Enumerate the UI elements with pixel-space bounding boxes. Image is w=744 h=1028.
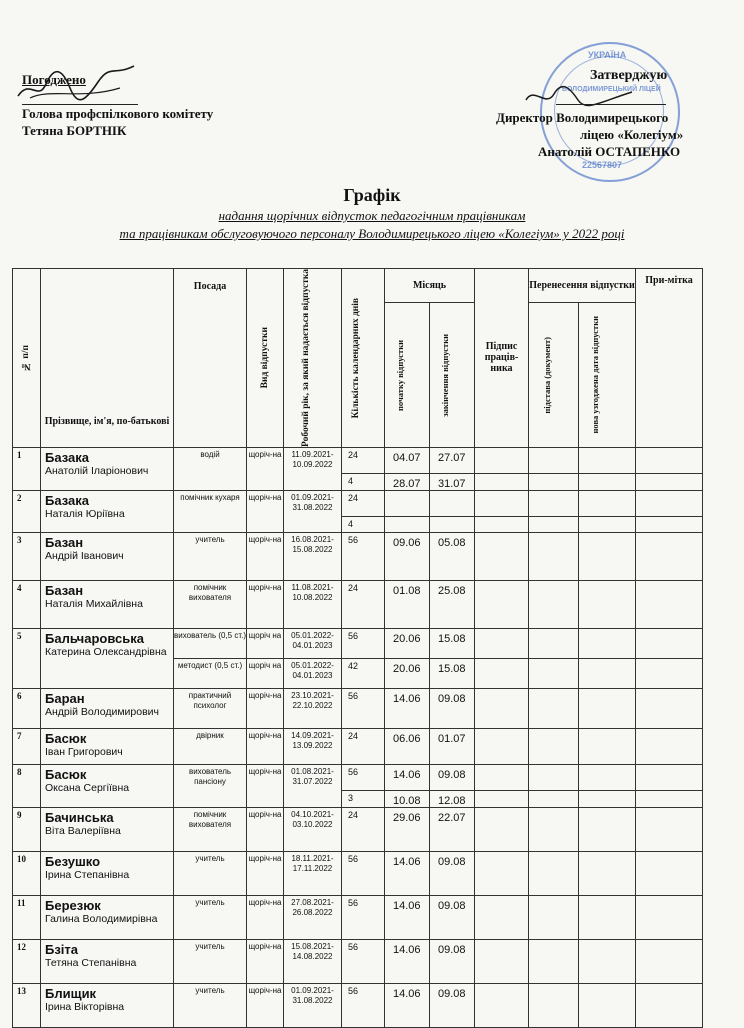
calendar-days: 24 [342,490,385,516]
header-end: закінчення відпустки [430,303,475,448]
calendar-days: 24 [342,580,385,628]
header-position: Посада [174,269,247,448]
transfer-basis-cell [529,473,579,490]
employee-given-names: Оксана Сергіївна [45,781,130,794]
leave-end [430,516,475,532]
work-year: 05.01.2022-04.01.2023 [284,658,342,688]
transfer-new-date-cell [579,939,636,983]
leave-start: 20.06 [385,628,430,658]
employee-surname: Базан [45,582,84,598]
calendar-days: 24 [342,728,385,764]
transfer-new-date-cell [579,447,636,473]
leave-start: 01.08 [385,580,430,628]
calendar-days: 3 [342,790,385,807]
leave-type: щоріч-на [247,728,284,764]
transfer-basis-cell [529,983,579,1027]
employee-given-names: Віта Валеріївна [45,824,121,837]
header-note: При-мітка [636,269,703,448]
leave-start: 06.06 [385,728,430,764]
employee-given-names: Андрій Володимирович [45,705,160,718]
approver-right-org: ліцею «Колегіум» [580,127,684,142]
header-start: початку відпустки [385,303,430,448]
work-year: 23.10.2021-22.10.2022 [284,688,342,728]
row-number: 3 [13,532,41,580]
signature-cell [475,688,529,728]
table-row [13,490,703,516]
calendar-days: 4 [342,473,385,490]
row-number: 12 [13,939,41,983]
note-cell [636,983,703,1027]
employee-position: вихователь пансіону [174,764,247,807]
note-cell [636,895,703,939]
employee-name [41,628,174,688]
employee-given-names: Наталія Юріївна [45,507,125,520]
approver-left-position: Голова профспілкового комітету [22,106,214,121]
leave-start: 14.06 [385,764,430,790]
note-cell [636,851,703,895]
employee-position: вихователь (0,5 ст.) [174,628,247,658]
transfer-basis-cell [529,790,579,807]
leave-type: щоріч-на [247,764,284,807]
employee-given-names: Ірина Вікторівна [45,1000,125,1013]
signature-cell [475,807,529,851]
leave-end: 22.07 [430,807,475,851]
employee-given-names: Ірина Степанівна [45,868,130,881]
transfer-basis-cell [529,895,579,939]
transfer-basis-cell [529,532,579,580]
leave-type: щоріч на [247,628,284,658]
leave-type: щоріч-на [247,580,284,628]
note-cell [636,516,703,532]
employee-name [41,447,174,490]
approval-title-left: Погоджено [22,72,86,87]
note-cell [636,939,703,983]
employee-position: практичний психолог [174,688,247,728]
employee-surname: Бальчаровська [45,630,144,646]
employee-surname: Басюк [45,766,87,782]
employee-given-names: Анатолій Іларіонович [45,464,149,477]
employee-surname: Баран [45,690,85,706]
calendar-days: 42 [342,658,385,688]
leave-type: щоріч-на [247,490,284,532]
transfer-basis-cell [529,688,579,728]
row-number: 11 [13,895,41,939]
leave-start: 20.06 [385,658,430,688]
leave-end: 09.08 [430,851,475,895]
calendar-days: 56 [342,983,385,1027]
work-year: 04.10.2021-03.10.2022 [284,807,342,851]
transfer-new-date-cell [579,473,636,490]
signature-cell [475,516,529,532]
employee-position: водій [174,447,247,490]
employee-position: помічник вихователя [174,807,247,851]
row-number: 4 [13,580,41,628]
approver-right-name: Анатолій ОСТАПЕНКО [538,144,681,159]
header-work-year: Робочий рік, за який надається відпустка [284,269,342,448]
calendar-days: 56 [342,628,385,658]
signature-cell [475,895,529,939]
signature-cell [475,447,529,473]
signature-cell [475,764,529,790]
employee-name [41,490,174,532]
work-year: 27.08.2021-26.08.2022 [284,895,342,939]
transfer-basis-cell [529,447,579,473]
employee-name [41,532,174,580]
leave-type: щоріч-на [247,532,284,580]
calendar-days: 24 [342,807,385,851]
note-cell [636,532,703,580]
employee-position: методист (0,5 ст.) [174,658,247,688]
leave-type: щоріч-на [247,688,284,728]
header-transfer: Перенесення відпустки [529,269,636,303]
employee-name [41,851,174,895]
header-days: Кількість календарних днів [342,269,385,448]
employee-given-names: Андрій Іванович [45,549,124,562]
employee-name [41,728,174,764]
transfer-basis-cell [529,490,579,516]
leave-end: 09.08 [430,983,475,1027]
transfer-basis-cell [529,628,579,658]
vacation-schedule-table [12,268,703,1028]
leave-end: 09.08 [430,764,475,790]
table-row [13,983,703,1027]
row-number: 5 [13,628,41,688]
work-year: 14.09.2021-13.09.2022 [284,728,342,764]
employee-name [41,895,174,939]
approver-left-name: Тетяна БОРТНІК [22,123,127,138]
row-number: 7 [13,728,41,764]
row-number: 2 [13,490,41,532]
employee-surname: Бачинська [45,809,114,825]
transfer-basis-cell [529,807,579,851]
employee-surname: Блищик [45,985,97,1001]
leave-end: 15.08 [430,628,475,658]
work-year: 11.08.2021-10.08.2022 [284,580,342,628]
transfer-basis-cell [529,580,579,628]
row-number: 10 [13,851,41,895]
calendar-days: 4 [342,516,385,532]
signature-cell [475,790,529,807]
table-row [13,895,703,939]
leave-start: 04.07 [385,447,430,473]
header-month: Місяць [385,269,475,303]
calendar-days: 56 [342,939,385,983]
employee-surname: Базака [45,492,89,508]
leave-type: щоріч-на [247,807,284,851]
leave-start [385,490,430,516]
employee-name [41,983,174,1027]
header-num: № п/п [13,269,41,448]
calendar-days: 56 [342,851,385,895]
employee-given-names: Іван Григорович [45,745,123,758]
calendar-days: 56 [342,764,385,790]
leave-start: 14.06 [385,895,430,939]
transfer-new-date-cell [579,580,636,628]
note-cell [636,688,703,728]
transfer-new-date-cell [579,532,636,580]
leave-start [385,516,430,532]
leave-type: щоріч-на [247,983,284,1027]
leave-start: 14.06 [385,939,430,983]
transfer-basis-cell [529,939,579,983]
transfer-new-date-cell [579,728,636,764]
employee-name [41,688,174,728]
note-cell [636,658,703,688]
signature-cell [475,728,529,764]
note-cell [636,728,703,764]
employee-position: учитель [174,983,247,1027]
work-year: 01.09.2021-31.08.2022 [284,490,342,532]
header-leave-type: Вид відпустки [247,269,284,448]
table-row [13,580,703,628]
table-row [13,728,703,764]
signature-cell [475,628,529,658]
work-year: 15.08.2021-14.08.2022 [284,939,342,983]
approval-title-right: Затверджую [590,68,668,83]
row-number: 9 [13,807,41,851]
row-number: 8 [13,764,41,807]
calendar-days: 56 [342,532,385,580]
calendar-days: 56 [342,895,385,939]
transfer-new-date-cell [579,790,636,807]
employee-position: помічник вихователя [174,580,247,628]
leave-end: 05.08 [430,532,475,580]
employee-position: учитель [174,532,247,580]
leave-type: щоріч на [247,658,284,688]
transfer-new-date-cell [579,983,636,1027]
leave-start: 14.06 [385,851,430,895]
leave-end: 27.07 [430,447,475,473]
leave-start: 29.06 [385,807,430,851]
employee-position: учитель [174,851,247,895]
header-basis: підстава (документ) [529,303,579,448]
employee-surname: Бзіта [45,941,79,957]
table-row [13,532,703,580]
table-row [13,628,703,658]
employee-position: учитель [174,939,247,983]
row-number: 6 [13,688,41,728]
leave-end: 01.07 [430,728,475,764]
table-row [13,764,703,790]
transfer-new-date-cell [579,851,636,895]
document-subtitle-2: та працівникам обслуговуючого персоналу Володимирецького ліцею «Колегіум» у 2022 році [119,226,625,241]
document-title: Графік [343,185,401,205]
transfer-new-date-cell [579,490,636,516]
transfer-basis-cell [529,851,579,895]
calendar-days: 24 [342,447,385,473]
employee-name [41,807,174,851]
signature-cell [475,532,529,580]
work-year: 05.01.2022-04.01.2023 [284,628,342,658]
work-year: 11.09.2021-10.09.2022 [284,447,342,490]
document-subtitle-1: надання щорічних відпусток педагогічним працівникам [218,208,526,223]
transfer-new-date-cell [579,628,636,658]
work-year: 16.08.2021-15.08.2022 [284,532,342,580]
row-number: 1 [13,447,41,490]
employee-given-names: Катерина Олександрівна [45,645,167,658]
leave-end: 25.08 [430,580,475,628]
transfer-new-date-cell [579,658,636,688]
leave-end: 09.08 [430,688,475,728]
signature-line-right [556,104,666,105]
employee-surname: Базака [45,449,89,465]
leave-start: 28.07 [385,473,430,490]
signature-right [520,82,640,112]
employee-surname: Басюк [45,730,87,746]
signature-cell [475,490,529,516]
leave-start: 09.06 [385,532,430,580]
signature-cell [475,939,529,983]
transfer-new-date-cell [579,895,636,939]
note-cell [636,473,703,490]
header-signature: Підпис праців-ника [475,269,529,448]
employee-position: учитель [174,895,247,939]
employee-position: двірник [174,728,247,764]
signature-line-left [22,104,138,105]
leave-end: 09.08 [430,939,475,983]
note-cell [636,580,703,628]
official-stamp: УКРАЇНА ВОЛОДИМИРЕЦЬКИЙ ЛІЦЕЙ 22567807 [540,42,680,182]
leave-type: щоріч-на [247,851,284,895]
leave-end: 15.08 [430,658,475,688]
employee-surname: Безушко [45,853,101,869]
note-cell [636,490,703,516]
leave-type: щоріч-на [247,895,284,939]
employee-position: помічник кухаря [174,490,247,532]
note-cell [636,764,703,790]
work-year: 01.08.2021-31.07.2022 [284,764,342,807]
employee-given-names: Наталія Михайлівна [45,597,143,610]
leave-end [430,490,475,516]
note-cell [636,790,703,807]
employee-name [41,764,174,807]
leave-start: 14.06 [385,688,430,728]
table-row [13,447,703,473]
leave-start: 14.06 [385,983,430,1027]
leave-type: щоріч-на [247,447,284,490]
employee-name [41,939,174,983]
signature-cell [475,851,529,895]
employee-surname: Базан [45,534,84,550]
leave-end: 12.08 [430,790,475,807]
work-year: 18.11.2021-17.11.2022 [284,851,342,895]
transfer-new-date-cell [579,807,636,851]
leave-end: 31.07 [430,473,475,490]
row-number: 13 [13,983,41,1027]
signature-cell [475,473,529,490]
approver-right-position: Директор Володимирецького [496,110,669,125]
note-cell [636,628,703,658]
transfer-new-date-cell [579,516,636,532]
employee-given-names: Тетяна Степанівна [45,956,137,969]
table-row [13,851,703,895]
table-row [13,939,703,983]
calendar-days: 56 [342,688,385,728]
signature-left [10,58,140,108]
signature-cell [475,983,529,1027]
employee-surname: Березюк [45,897,101,913]
table-row [13,688,703,728]
note-cell [636,447,703,473]
header-new-date: нова узгоджена дата відпустки [579,303,636,448]
employee-given-names: Галина Володимирівна [45,912,158,925]
transfer-new-date-cell [579,764,636,790]
leave-type: щоріч-на [247,939,284,983]
transfer-basis-cell [529,516,579,532]
signature-cell [475,658,529,688]
transfer-basis-cell [529,658,579,688]
leave-end: 09.08 [430,895,475,939]
table-row [13,807,703,851]
work-year: 01.09.2021-31.08.2022 [284,983,342,1027]
header-name: Прізвище, ім'я, по-батькові [41,269,174,448]
leave-start: 10.08 [385,790,430,807]
transfer-new-date-cell [579,688,636,728]
transfer-basis-cell [529,728,579,764]
note-cell [636,807,703,851]
transfer-basis-cell [529,764,579,790]
signature-cell [475,580,529,628]
employee-name [41,580,174,628]
